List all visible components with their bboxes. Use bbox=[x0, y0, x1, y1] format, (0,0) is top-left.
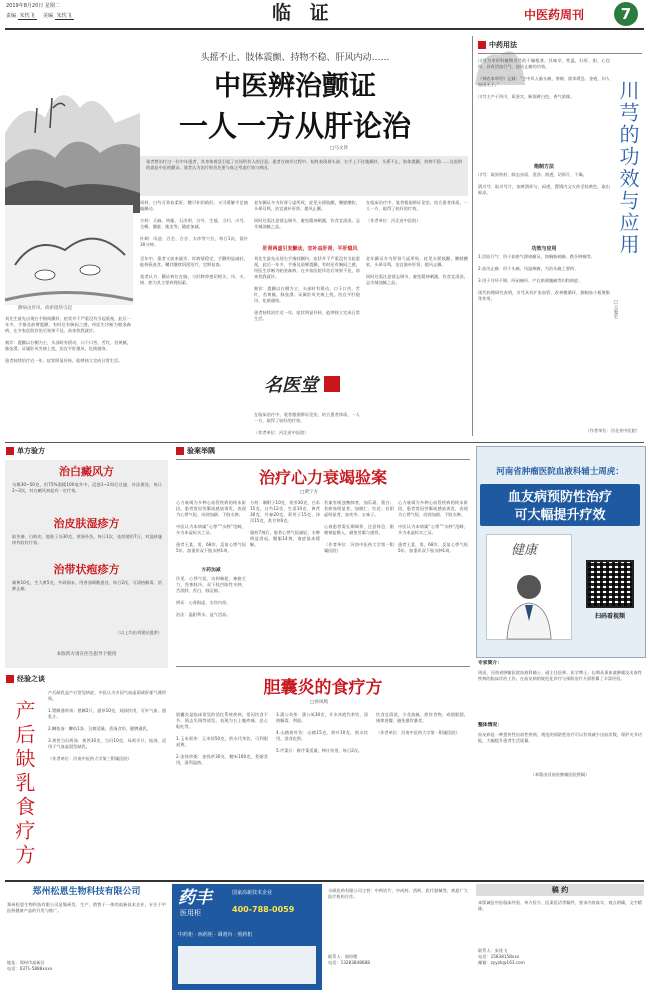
experience-vertical-title: 产后缺乳食疗方 bbox=[12, 700, 36, 868]
chuanxiong-note: （作者单位：河北省中医院） bbox=[585, 428, 640, 433]
mountain-painting bbox=[5, 38, 140, 213]
prescription-title-3: 治带状疱疹方 bbox=[53, 563, 120, 576]
main-col3b: 在临床治疗中，笔者根据辨证论治，结合患者体质，一人一方，取得了较好的疗效。 （作者单位：河北省中医院） bbox=[366, 200, 468, 223]
main-col4: 至年中，患者又前来就诊，诉病情稳定，手颤明显减轻，能持筷进食。嘱其继续巩固治疗，定期复查。 笔者认为：颤证病位在脑，与肝脾肾密切相关，风、火、痰、瘀为其主要病理因素。 bbox=[140, 256, 248, 285]
page-number: 7 bbox=[620, 5, 632, 23]
chuanxiong-section-header bbox=[478, 40, 517, 51]
prescription-disclaimer: 本版药方请在医生指导下使用 bbox=[56, 652, 117, 657]
case-section-label: 验案举隅 bbox=[187, 447, 215, 455]
chuanxiong-vertical-title: 川芎的功效与应用 bbox=[616, 80, 640, 256]
summary-text: 血友病是一种遗传性出血性疾病，规范的预防性治疗可以有效减少出血次数，保护关节功能，大幅提升患者生活质量。 bbox=[478, 732, 642, 743]
gallbladder-col2: 3.蒲公英茶：蒲公英30克，开水冲泡代茶饮，清热解毒、利胆。 4.山楂荷叶饮：山楂15克、荷叶10克，煎水饮用，消食化积。 5.芹菜汁：鲜芹菜适量，榨汁饮用，每日2次。 bbox=[276, 712, 368, 753]
prescription-text-3: 雄黄10克、生大黄5克，共研细末，用香油调敷患处，每日2次，可清热解毒、消肿止痛。 bbox=[12, 580, 162, 591]
ad-note: （本版由河南省肿瘤医院供稿） bbox=[530, 772, 590, 777]
ad-title-box bbox=[480, 484, 640, 526]
chuanxiong-sub2: 功效与应用 bbox=[531, 246, 557, 252]
submission-contact: 联系人：朱忱飞 电话：15838158xxx 邮箱：zyyzk@163.com bbox=[478, 948, 525, 965]
chuanxiong-processing: 川芎：取原药材，除去杂质，洗净，润透，切厚片，干燥。 酒川芎：取川芎片，加黄酒拌匀，闷透，置锅内文火炒至棕黄色，取出晾凉。 bbox=[478, 172, 610, 195]
case-header-rule bbox=[176, 459, 470, 460]
main-title-line2: 一人一方从肝论治 bbox=[178, 109, 411, 143]
prescription-title-2: 治皮肤湿疹方 bbox=[53, 517, 120, 530]
designer-name: 朱忱飞 bbox=[56, 13, 72, 19]
case-section-header bbox=[176, 446, 215, 457]
pharmacy-items: 中药柜 · 西药柜 · 调剂台 · 煎药机 bbox=[178, 932, 253, 938]
gallbladder-title: 胆囊炎的食疗方 bbox=[263, 678, 383, 698]
section-marker-icon bbox=[478, 41, 486, 49]
clinic-ad bbox=[326, 884, 470, 990]
submission-box bbox=[476, 884, 644, 990]
experience-section-header bbox=[6, 674, 45, 685]
case-col2: 方药：制附子10克、茯苓30克、白术15克、白芍12克、生姜10克、黄芪30克、丹参20克、葶苈子15克、泽泻15克、炙甘草6克。 服药7剂后，患者心悸气短减轻，水肿明显消退。继服14剂，诸症基本缓解。 bbox=[250, 500, 320, 547]
prescription-text-2: 取苦参、白鲜皮、地肤子各30克，煎汤外洗，每日1次，连续使用7日，对湿疹瘙痒有较好疗效。 bbox=[12, 534, 162, 545]
main-subhead: 肝肾两虚引发颤动，宜补益肝肾、平肝熄风 bbox=[262, 246, 358, 252]
main-col7: 在临床治疗中，笔者根据辨证论治，结合患者体质，一人一方，取得了较好的疗效。 （作者单位：河北省中医院） bbox=[254, 412, 360, 435]
chuanxiong-section-label: 中药用法 bbox=[489, 41, 517, 49]
footer-rule bbox=[5, 880, 644, 882]
main-col5: 刘先生最先出现右手指间颤抖，症状并不严重没有引起重视，此后一年多，手指及前臂震颤，有时还有胸闷之感，经医生诊断为帕金森病，在多家医院诊治后效果不佳，前来找我就诊。 刻诊：震颤以右侧为主，头部时有摇动，口干口苦，舌红，苔黄腻，脉弦滑。证属肝风夹痰上扰，治宜平肝熄风、化痰通络。 患者持续治疗近一年，症状明显好转，能够独立完成日常生活。 bbox=[254, 256, 360, 321]
ad-title-line2: 可大幅提升疗效 bbox=[514, 508, 606, 523]
page-number-badge bbox=[614, 2, 638, 26]
submission-title: 稿 约 bbox=[551, 885, 569, 894]
date-line: 2019年8月20日 星期二 bbox=[6, 3, 60, 9]
mid-rule bbox=[5, 442, 644, 443]
case-author: □黄宁方 bbox=[300, 490, 319, 495]
company-contact: 地址：郑州市高新区 电话：0371-5888xxxx bbox=[7, 960, 53, 971]
prescription-source: （以上均由刘建民提供） bbox=[115, 630, 162, 635]
chuanxiong-effects: 1.活血行气：用于血瘀气滞诸痛证，如胸胁刺痛、跌仆肿痛等。 2.祛风止痛：用于头痛、风湿痹痛，为治头痛之要药。 3.用于月经不调、经闭痛经、产后瘀滞腹痛等妇科病症。 现代药理研究表明，川芎具有扩张血管、改善微循环、抑制血小板聚集等作用。 bbox=[478, 254, 610, 301]
summary-label: 整体情况： bbox=[478, 723, 502, 728]
section-title: 临 证 bbox=[272, 2, 335, 24]
case-subhead-clinical: 方药加减 bbox=[201, 568, 221, 573]
ad-title-line1: 血友病预防性治疗 bbox=[507, 490, 612, 505]
chuanxiong-sub1: 炮制方法 bbox=[533, 164, 554, 170]
section-marker-icon bbox=[6, 675, 14, 683]
main-author: □马文侠 bbox=[330, 146, 349, 151]
famous-doctor-seal bbox=[264, 364, 350, 408]
pharmacy-ad bbox=[172, 884, 322, 990]
case-title: 治疗心力衰竭验案 bbox=[258, 468, 387, 487]
right-column-divider bbox=[472, 36, 473, 436]
clinic-contact: 联系人：郭经理 电话：13283848688 bbox=[328, 954, 370, 965]
company-name: 郑州松恩生物科技有限公司 bbox=[32, 887, 141, 897]
company-text: 郑州松恩生物科技有限公司是集研发、生产、销售于一体的高新技术企业，专注于中医药健康产品的开发与推广。 bbox=[7, 902, 166, 913]
submission-title-bar bbox=[476, 884, 644, 896]
clinic-text: 丰硕医药有限公司主营：中药饮片、中成药、西药、医疗器械等，欢迎广大医疗机构合作。 bbox=[328, 888, 468, 899]
chuanxiong-intro: 川芎为伞形科植物川芎的干燥根茎。其味辛，性温，归肝、胆、心包经。具有活血行气、祛风止痛的功效。 《神农本草经》记载：“主中风入脑头痛，寒痹，筋挛缓急，金疮，妇人血闭无子。” 川芎主产于四川，质坚实，断面黄白色，香气浓郁。 bbox=[478, 58, 610, 99]
expert-text: 周虎，河南省肿瘤医院血液科辅士、副主任医师，医学博士。长期从事血液肿瘤及出血性疾病的临床诊治工作，在血友病的规范化诊疗与预防治疗方面积累了丰富经验。 bbox=[478, 670, 642, 681]
gallbladder-col1: 胆囊炎是临床常见的消化系统疾病，常因饮食不节、情志失调等诱发，表现为右上腹疼痛、恶心呕吐等。 1.玉米须茶：玉米须50克，煎水代茶饮，可利胆退黄。 2.金钱草粥：金钱草30克、粳米100克，煮粥食用，清利湿热。 bbox=[176, 712, 268, 765]
case-col1b: 诊见：心悸气短，动则喘促，神疲乏力，畏寒肢冷，双下肢凹陷性水肿，舌淡胖，苔白，脉沉细。 辨证：心肾阳虚，水饮内停。 治法：温阳利水，益气活血。 bbox=[176, 576, 246, 617]
seal-text: 名医堂 bbox=[264, 375, 318, 396]
paper-name: 中医药周刊 bbox=[524, 8, 585, 22]
qr-label: 扫码看视频 bbox=[594, 613, 625, 620]
main-kicker: 头摇不止、肢体震颤、持物不稳、肝风内动…… bbox=[200, 53, 390, 63]
seal-mark-icon bbox=[324, 376, 340, 392]
gallbladder-col3: 饮食宜清淡，少食油腻、煎炸食物，戒烟限酒，规律进餐，避免暴饮暴食。 （作者单位：河南中医药大学第一附属医院） bbox=[376, 712, 468, 735]
editor-label: 责编 bbox=[6, 13, 17, 19]
case-col3: 若兼有痰浊壅肺者，加瓜蒌、薤白；若瘀血明显者，加桃仁、红花；若阴虚明显者，加麦冬、五味子。 心衰患者需长期调养，注意休息，限制钠盐摄入，避免劳累与感冒。 （作者单位：河南中医药大学第一附属医院） bbox=[324, 500, 394, 553]
masthead bbox=[0, 0, 649, 28]
prescription-section-header bbox=[6, 446, 45, 457]
experience-section-label: 经验之谈 bbox=[17, 675, 45, 683]
case-col1: 心力衰竭为多种心血管疾病的终末阶段，患者常因劳累或感染诱发，表现为心悸气短、动则加剧、下肢水肿。 中医认为本病属“心悸”“水肿”范畴，多为本虚标实之证。 患者王某，男，68岁，反复心悸气短5年，加重伴双下肢水肿1周。 bbox=[176, 500, 246, 553]
expert-label: 专家简介： bbox=[478, 661, 502, 666]
pharmacy-tagline: 国家高新技术企业 bbox=[232, 890, 273, 896]
case-col4: 心力衰竭为多种心血管疾病的终末阶段，患者常因劳累或感染诱发，表现为心悸气短、动则加剧、下肢水肿。 中医认为本病属“心悸”“水肿”范畴，多为本虚标实之证。 患者王某，男，68岁，反复心悸气短5年，加重伴双下肢水肿1周。 bbox=[398, 500, 468, 553]
pine-crane-icon bbox=[5, 205, 133, 305]
cranes-illustration bbox=[5, 205, 133, 305]
main-col1: 刘先生最先出现右手指间颤抖，症状并不严重没有引起重视，此后一年多，手指及前臂震颤，有时还有胸闷之感，经医生诊断为帕金森病，在多家医院诊治后效果不佳，前来找我就诊。 刻诊：震颤以右侧为主，头部时有摇动，口干口苦，舌红，苔黄腻，脉弦滑。证属肝风夹痰上扰，治宜平肝熄风、化痰通络。 患者持续治疗近一年，症状明显好转，能够独立完成日常生活。 bbox=[5, 316, 131, 363]
intro-box bbox=[140, 156, 468, 196]
experience-text: 产后缺乳是产后常见病症，中医认为多因气血虚弱或肝郁气滞所致。 1.猪蹄通草汤：猪蹄2只、通草10克，炖汤饮用，可补气血、通乳汁。 2.鲫鱼汤：鲫鱼1条、豆腐适量，煮汤食用，健脾通乳。 3.黄芪当归鸡汤：黄芪30克、当归10克、母鸡半只，炖汤，适用于气血虚弱型缺乳。 （作者单位：河南中医药大学第三附属医院） bbox=[48, 690, 166, 761]
main-col6: 老年颤证多为肝肾亏虚所致，症见头摇肢颤，腰膝酸软，头晕耳鸣，治宜滋补肝肾、熄风止颤。 同时还需注意情志调节，避免精神刺激，饮食宜清淡，忌辛辣油腻之品。 bbox=[366, 256, 468, 285]
qr-code-icon[interactable] bbox=[586, 560, 634, 608]
doctor-portrait-icon bbox=[503, 569, 555, 639]
pharmacy-phone: 400-788-0059 bbox=[232, 905, 295, 914]
chuanxiong-author: □王爱宏 bbox=[613, 300, 618, 319]
intro-text: 笔者曾治疗过一位中年患者，其身体着急引起了在场所有人的注意。患者在接诊过程中，始终表现着头部、右手上不住地颤抖，头摇不止、肢体震颤、持物不稳……这说明的就是中医的颤证。笔者认为治疗时首先要与真正考虑疗效与病因。 bbox=[146, 159, 462, 170]
submission-text: 本版诚征中医临床经验、单方验方、医案医话等稿件，要求内容真实、观点明确，文字精练。 bbox=[478, 900, 642, 911]
section-marker-icon bbox=[6, 447, 14, 455]
editor-name: 朱忱飞 bbox=[19, 13, 35, 19]
pharmacy-name: 药丰 bbox=[178, 888, 212, 908]
main-col3: 老年颤证多为肝肾亏虚所致，症见头摇肢颤，腰膝酸软，头晕耳鸣，治宜滋补肝肾、熄风止颤。 同时还需注意情志调节，避免精神刺激，饮食宜清淡，忌辛辣油腻之品。 bbox=[254, 200, 360, 229]
chuanxiong-header-rule bbox=[478, 53, 642, 54]
gallbladder-author: □孙凤鸣 bbox=[310, 700, 329, 705]
prescription-title-1: 治白癜风方 bbox=[59, 465, 114, 478]
pharmacy-sub: 医用柜 bbox=[180, 909, 201, 917]
main-col2: 同样，白芍可养血柔肝，酸可补阴助肝。又可缓解手足抽搐颤动。 方药：天麻、钩藤、石决明、白芍、生地、当归、川芎、全蝎、僵蚕、地龙等，随症加减。 针刺：风池、百会、合谷、太冲等穴位，每日1次，留针30分钟。 bbox=[140, 200, 248, 247]
editor-credit bbox=[6, 13, 74, 21]
ad-video-badge: 健康 bbox=[511, 543, 538, 558]
gallbladder-top-rule bbox=[176, 666, 470, 667]
prescription-text-1: 乌梅30~50克，用75%酒精100毫升中，浸泡1~2周后过滤，外涂患处，每日2~3次，对白癜风初起有一定疗效。 bbox=[12, 482, 162, 493]
pharmacy-product-strip bbox=[178, 946, 316, 984]
prescription-section-label: 单方验方 bbox=[17, 447, 45, 455]
section-marker-icon bbox=[176, 447, 184, 455]
header-rule bbox=[5, 28, 644, 30]
company-ad bbox=[5, 884, 168, 990]
ad-video-thumbnail[interactable] bbox=[486, 534, 572, 640]
main-title-line1: 中医辨治颤证 bbox=[214, 71, 376, 102]
designer-label: 美编 bbox=[42, 13, 53, 19]
image-caption: 颤病由肝风、痰瘀阻络引起 bbox=[18, 306, 72, 311]
ad-header: 河南省肿瘤医院血液科辅士周虎： bbox=[496, 467, 624, 477]
ink-landscape-icon bbox=[5, 38, 140, 213]
